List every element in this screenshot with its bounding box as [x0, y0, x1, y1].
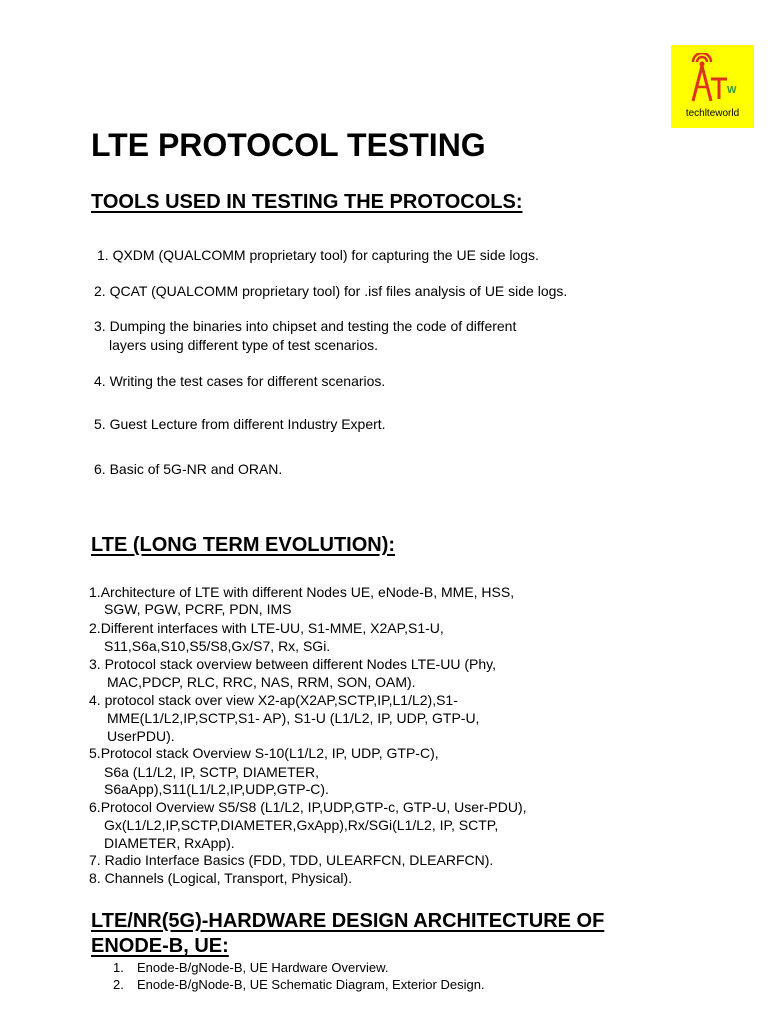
list-item: 2.Different interfaces with LTE-UU, S1-MME, X2AP,S1-U, [89, 620, 444, 636]
list-item-continuation: SGW, PGW, PCRF, PDN, IMS [104, 601, 292, 617]
logo-text: techlteworld [685, 108, 740, 119]
list-item-continuation: Gx(L1/L2,IP,SCTP,DIAMETER,GxApp),Rx/SGi(L1/L2, IP, SCTP, [104, 817, 499, 833]
list-item-continuation: MME(L1/L2,IP,SCTP,S1- AP), S1-U (L1/L2, IP, UDP, GTP-U, [107, 710, 480, 726]
lte-heading: LTE (LONG TERM EVOLUTION): [91, 534, 396, 556]
list-item-continuation: S11,S6a,S10,S5/S8,Gx/S7, Rx, SGi. [104, 638, 331, 654]
list-item: 8. Channels (Logical, Transport, Physical). [89, 870, 353, 886]
list-item: 5. Guest Lecture from different Industry Expert. [94, 416, 386, 432]
antenna-tower-icon [681, 53, 745, 111]
list-item: 2. Enode-B/gNode-B, UE Schematic Diagram, Exterior Design. [113, 977, 485, 992]
list-item: 1. QXDM (QUALCOMM proprietary tool) for capturing the UE side logs. [97, 247, 539, 263]
page-title: LTE PROTOCOL TESTING [91, 127, 486, 163]
hardware-heading-line2: ENODE-B, UE: [91, 935, 229, 957]
list-item-continuation: S6aApp),S11(L1/L2,IP,UDP,GTP-C). [104, 781, 329, 797]
list-item: 4. Writing the test cases for different scenarios. [94, 373, 386, 389]
techlteworld-logo [671, 45, 754, 128]
list-item: 1.Architecture of LTE with different Nodes UE, eNode-B, MME, HSS, [89, 584, 515, 600]
tools-heading: TOOLS USED IN TESTING THE PROTOCOLS: [91, 191, 523, 213]
list-item: 5.Protocol stack Overview S-10(L1/L2, IP, UDP, GTP-C), [89, 745, 439, 761]
list-item: 7. Radio Interface Basics (FDD, TDD, ULEARFCN, DLEARFCN). [89, 852, 494, 868]
svg-text:W: W [727, 85, 737, 96]
list-item: 3. Dumping the binaries into chipset and testing the code of different [94, 318, 517, 334]
list-item: 6. Basic of 5G-NR and ORAN. [94, 461, 283, 477]
list-item-continuation: layers using different type of test scenarios. [109, 337, 378, 353]
list-item-continuation: MAC,PDCP, RLC, RRC, NAS, RRM, SON, OAM). [107, 674, 416, 690]
hardware-heading-line1: LTE/NR(5G)-HARDWARE DESIGN ARCHITECTURE OF [91, 910, 605, 932]
list-item: 2. QCAT (QUALCOMM proprietary tool) for .isf files analysis of UE side logs. [94, 283, 568, 299]
list-item-continuation: UserPDU). [107, 728, 175, 744]
list-item: 6.Protocol Overview S5/S8 (L1/L2, IP,UDP,GTP-c, GTP-U, User-PDU), [89, 799, 527, 815]
list-item: 3. Protocol stack overview between different Nodes LTE-UU (Phy, [89, 656, 496, 672]
list-item: 4. protocol stack over view X2-ap(X2AP,SCTP,IP,L1/L2),S1- [89, 692, 458, 708]
list-item: 1. Enode-B/gNode-B, UE Hardware Overview. [113, 960, 389, 975]
list-item-continuation: DIAMETER, RxApp). [104, 835, 235, 851]
list-item-continuation: S6a (L1/L2, IP, SCTP, DIAMETER, [104, 764, 320, 780]
